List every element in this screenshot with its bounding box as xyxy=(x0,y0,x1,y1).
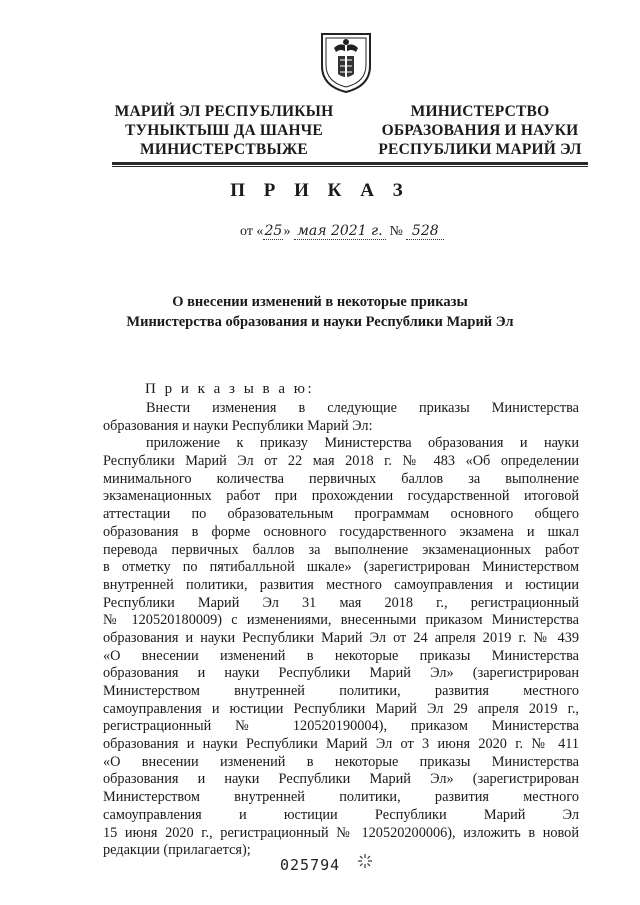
star-ornament-icon xyxy=(357,853,373,869)
order-subject xyxy=(0,292,640,332)
document-title: П Р И К А З xyxy=(230,180,410,201)
body-line: в отметку по пятибалльной шкале» (зарегистрирован Министерством xyxy=(103,559,579,576)
header-divider-thick xyxy=(112,162,588,165)
body-line: № 120520180009) с изменениями, внесенными приказом Министерства xyxy=(103,612,579,629)
body-line: внутренней политики, развития местного самоуправления и юстиции xyxy=(103,576,579,593)
body-line: Внести изменения в следующие приказы Министерства xyxy=(146,400,579,416)
header-right-line-2: ОБРАЗОВАНИЯ И НАУКИ xyxy=(381,122,579,139)
coat-of-arms-icon xyxy=(318,30,374,94)
header-divider-thin xyxy=(112,166,588,167)
date-month-year: мая 2021 г. xyxy=(294,223,386,240)
body-line: Республики Марий Эл 31 мая 2018 г., регистрационный xyxy=(103,594,579,611)
header-left-line-3: МИНИСТЕРСТВЫЖЕ xyxy=(140,141,308,158)
body-line: экзаменационных работ при прохождении государственной итоговой xyxy=(103,488,579,505)
number-label: № xyxy=(389,224,403,239)
subject-line-2: Министерства образования и науки Республики Марий Эл xyxy=(126,314,514,330)
date-prefix: от « xyxy=(240,224,264,239)
body-line: «О внесении изменений в некоторые приказы Министерства xyxy=(103,647,579,664)
header-right-line-3: РЕСПУБЛИКИ МАРИЙ ЭЛ xyxy=(378,141,582,158)
body-line: образования и науки Республики Марий Эл: xyxy=(103,417,373,434)
body-line: самоуправления и юстиции Республики Марий Эл 29 апреля 2019 г., xyxy=(103,700,579,717)
body-line: 15 июня 2020 г., регистрационный № 120520200006), изложить в новой xyxy=(103,824,579,841)
date-line xyxy=(240,223,444,240)
body-line: образования и науки Республики Марий Эл от 3 июня 2020 г. № 411 xyxy=(103,736,579,753)
body-line: аттестации по образовательным программам основного общего xyxy=(103,506,579,523)
body-line: образования и науки Республики Марий Эл» (зарегистрирован xyxy=(103,665,579,682)
body-line: самоуправления и юстиции Республики Марий Эл xyxy=(103,806,579,823)
body-line: Министерством внутренней политики, развития местного xyxy=(103,789,579,806)
body-line: перевода первичных баллов за выполнение экзаменационных работ xyxy=(103,541,579,558)
body-line: регистрационный № 120520190004), приказом Министерства xyxy=(103,718,579,735)
date-day: 25 xyxy=(264,223,283,239)
order-number: 528 xyxy=(406,223,444,240)
header-left-line-1: МАРИЙ ЭЛ РЕСПУБЛИКЫН xyxy=(114,103,334,120)
body-line: Республики Марий Эл от 22 мая 2018 г. № 483 «Об определении xyxy=(103,453,579,470)
header-right xyxy=(374,102,586,159)
order-body xyxy=(103,400,579,860)
body-line: минимального количества первичных баллов за выполнение xyxy=(103,470,579,487)
header-left xyxy=(108,102,340,159)
serial-number: 025794 xyxy=(280,856,341,874)
body-line: Министерством внутренней политики, развития местного xyxy=(103,683,579,699)
orders-word: П р и к а з ы в а ю: xyxy=(145,381,315,397)
header-left-line-2: ТУНЫКТЫШ ДА ШАНЧЕ xyxy=(125,122,323,139)
body-line: редакции (прилагается); xyxy=(103,842,251,859)
body-line: образования и науки Республики Марий Эл» (зарегистрирован xyxy=(103,771,579,788)
body-line: образования и науки Республики Марий Эл от 24 апреля 2019 г. № 439 xyxy=(103,629,579,646)
date-mid: » xyxy=(283,224,291,239)
body-line: «О внесении изменений в некоторые приказы Министерства xyxy=(103,753,579,770)
body-line: образования в форме основного государственного экзамена и шкал xyxy=(103,523,579,540)
header-right-line-1: МИНИСТЕРСТВО xyxy=(410,103,550,120)
body-line: приложение к приказу Министерства образования и науки xyxy=(146,435,579,452)
subject-line-1: О внесении изменений в некоторые приказы xyxy=(172,294,468,310)
